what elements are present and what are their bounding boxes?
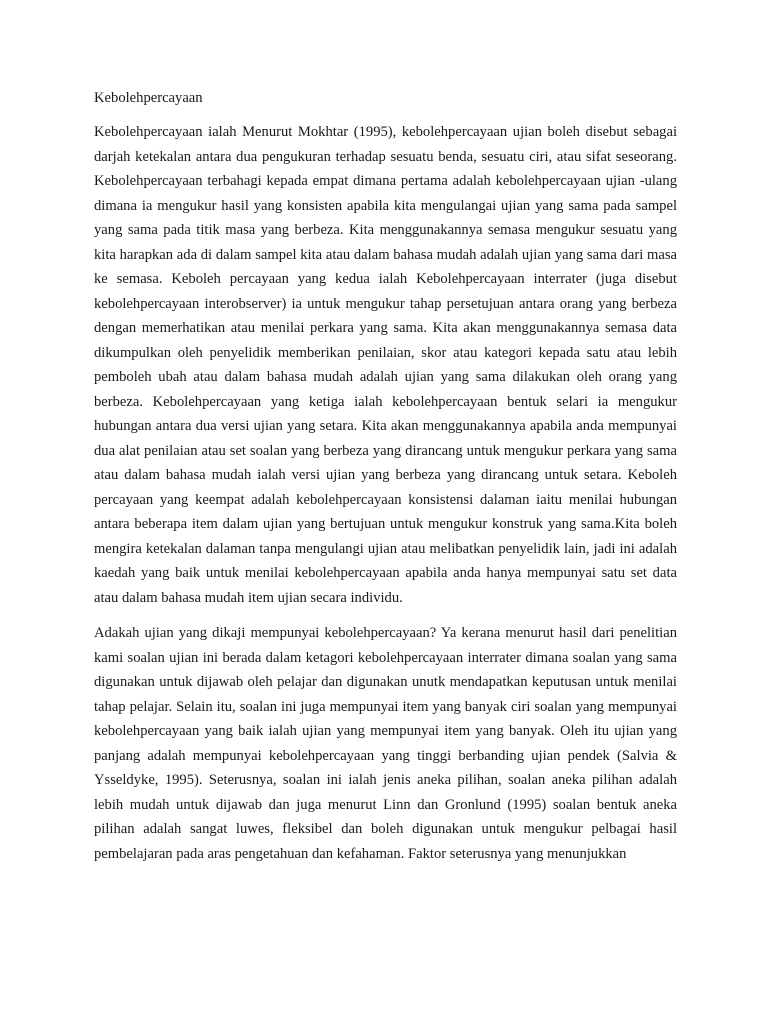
paragraph-test-reliability-analysis: Adakah ujian yang dikaji mempunyai kebolehpercayaan? Ya kerana menurut hasil dari penelitian kami soalan ujian ini berada dalam ketagori kebolehpercayaan interrater dimana soalan yang sama digunakan untuk dijawab oleh pelajar dan digunakan unutk mendapatkan keputusan untuk menilai tahap pelajar. Selain itu, soalan ini juga mempunyai item yang banyak ciri soalan yang mempunyai kebolehpercayaan yang baik ialah ujian yang mempunyai item yang banyak. Oleh itu ujian yang panjang adalah mempunyai kebolehpercayaan yang tinggi berbanding ujian pendek (Salvia & Ysseldyke, 1995). Seterusnya, soalan ini ialah jenis aneka pilihan, soalan aneka pilihan adalah lebih mudah untuk dijawab dan juga menurut Linn dan Gronlund (1995) soalan bentuk aneka pilihan adalah sangat luwes, fleksibel dan boleh digunakan untuk mengukur pelbagai hasil pembelajaran pada aras pengetahuan dan kefahaman. Faktor seterusnya yang menunjukkan	[94, 625, 677, 862]
paragraph-reliability-types: Kebolehpercayaan ialah Menurut Mokhtar (1995), kebolehpercayaan ujian boleh disebut sebagai darjah ketekalan antara dua pengukuran terhadap sesuatu benda, sesuatu ciri, atau sifat seseorang. Kebolehpercayaan terbahagi kepada empat dimana pertama adalah kebolehpercayaan ujian -ulang dimana ia mengukur hasil yang konsisten apabila kita mengulangai ujian yang sama pada sampel yang sama pada titik masa yang berbeza. Kita menggunakannya semasa mengukur sesuatu yang kita harapkan ada di dalam sampel kita atau dalam bahasa mudah adalah ujian yang sama dari masa ke semasa. Keboleh percayaan yang kedua ialah Kebolehpercayaan interrater (juga disebut kebolehpercayaan interobserver) ia untuk mengukur tahap persetujuan antara orang yang berbeza dengan memerhatikan atau menilai perkara yang sama. Kita akan menggunakannya semasa data dikumpulkan oleh penyelidik memberikan penilaian, skor atau kategori kepada satu atau lebih pemboleh ubah atau dalam bahasa mudah adalah ujian yang sama dilakukan oleh orang yang berbeza. Kebolehpercayaan yang ketiga ialah kebolehpercayaan bentuk selari ia mengukur hubungan antara dua versi ujian yang setara. Kita akan menggunakannya apabila anda mempunyai dua alat penilaian atau set soalan yang berbeza yang dirancang untuk mengukur perkara yang sama atau dalam bahasa mudah ialah versi ujian yang berbeza yang dirancang untuk setara. Keboleh percayaan yang keempat adalah kebolehpercayaan konsistensi dalaman iaitu menilai hubungan antara beberapa item dalam ujian yang bertujuan untuk mengukur konstruk yang sama.Kita boleh mengira ketekalan dalaman tanpa mengulangi ujian atau melibatkan penyelidik lain, jadi ini adalah kaedah yang baik untuk menilai kebolehpercayaan apabila anda hanya mempunyai satu set data atau dalam bahasa mudah item ujian secara individu.	[94, 124, 677, 606]
document-title: Kebolehpercayaan	[94, 90, 203, 106]
